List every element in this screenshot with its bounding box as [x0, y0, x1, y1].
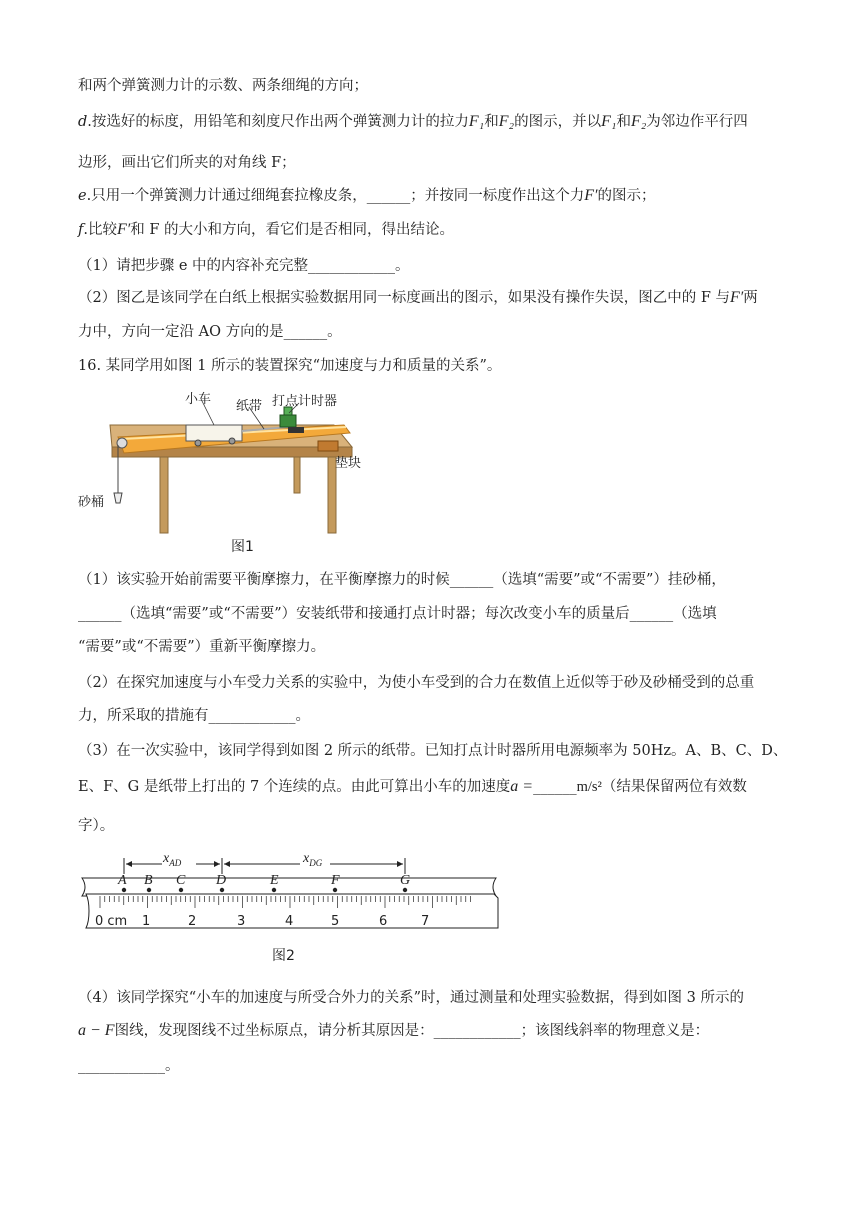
text-line: E、F、G 是纸带上打出的 7 个连续的点。由此可算出小车的加速度a =______m/s²（结果保留两位有效数: [78, 778, 747, 795]
label-car: 小车: [185, 392, 212, 407]
text-line: 字）。: [78, 818, 115, 834]
text-line: （2）图乙是该同学在白纸上根据实验数据用同一标度画出的图示，如果没有操作失误，图乙中的 F 与F′两: [78, 289, 758, 306]
point-label-b: B: [144, 873, 153, 888]
text-line: 和两个弹簧测力计的示数、两条细绳的方向；: [78, 78, 368, 94]
label-bucket: 砂桶: [78, 495, 105, 510]
text-line: 力中，方向一定沿 AO 方向的是______。: [78, 324, 342, 340]
label-timer: 打点计时器: [272, 394, 338, 409]
label-x-dg: $x_{DG}$: [303, 851, 323, 868]
figure-2-caption: 图2: [272, 948, 295, 964]
text-line: e.只用一个弹簧测力计通过细绳套拉橡皮条，______；并按同一标度作出这个力F′的图示；: [78, 187, 656, 204]
text-line: （4）该同学探究“小车的加速度与所受合外力的关系”时，通过测量和处理实验数据，得到如图 3 所示的: [78, 990, 744, 1006]
text-line: 边形，画出它们所夹的对角线 F；: [78, 155, 296, 171]
text-line: ____________。: [78, 1058, 180, 1074]
text-line: “需要”或“不需要”）重新平衡摩擦力。: [78, 639, 326, 655]
point-label-f: F: [331, 873, 340, 888]
point-label-d: D: [216, 873, 227, 888]
scale-label: 3: [237, 914, 246, 929]
text-line: （1）该实验开始前需要平衡摩擦力，在平衡摩擦力的时候______（选填“需要”或“不需要”）挂砂桶，: [78, 572, 726, 588]
text-line: （2）在探究加速度与小车受力关系的实验中，为使小车受到的合力在数值上近似等于砂及砂桶受到的总重: [78, 675, 755, 691]
point-label-e: E: [270, 873, 279, 888]
label-x-ad: $x_{AD}$: [163, 851, 182, 868]
scale-label: 7: [421, 914, 430, 929]
text-line: （1）请把步骤 e 中的内容补充完整____________。: [78, 258, 410, 274]
text-line: d.按选好的标度，用铅笔和刻度尺作出两个弹簧测力计的拉力F₁和F₂的图示，并以F₁和F₂为邻边作平行四: [78, 113, 748, 130]
text-line: （3）在一次实验中，该同学得到如图 2 所示的纸带。已知打点计时器所用电源频率为 50Hz。A、B、C、D、: [78, 743, 788, 759]
scale-label: 2: [188, 914, 197, 929]
scale-label: 1: [142, 914, 151, 929]
text-line: ______（选填“需要”或“不需要”）安装纸带和接通打点计时器；每次改变小车的质量后______（选填: [78, 606, 717, 622]
label-tape: 纸带: [236, 399, 263, 414]
figure-1-caption: 图1: [231, 539, 254, 555]
point-label-a: A: [118, 873, 127, 888]
text-line: a − F图线，发现图线不过坐标原点，请分析其原因是：____________；该图线斜率的物理意义是：: [78, 1022, 710, 1039]
scale-label: 4: [285, 914, 294, 929]
label-block: 垫块: [335, 456, 362, 471]
point-label-g: G: [400, 873, 411, 888]
scale-label: 5: [331, 914, 340, 929]
point-label-c: C: [176, 873, 186, 888]
scale-label: 6: [379, 914, 388, 929]
text-line: 力，所采取的措施有____________。: [78, 708, 310, 724]
question-16: 16. 某同学用如图 1 所示的装置探究“加速度与力和质量的关系”。: [78, 358, 502, 374]
text-line: f.比较F′和 F 的大小和方向，看它们是否相同，得出结论。: [78, 221, 455, 238]
scale-label: 0 cm: [95, 914, 128, 929]
